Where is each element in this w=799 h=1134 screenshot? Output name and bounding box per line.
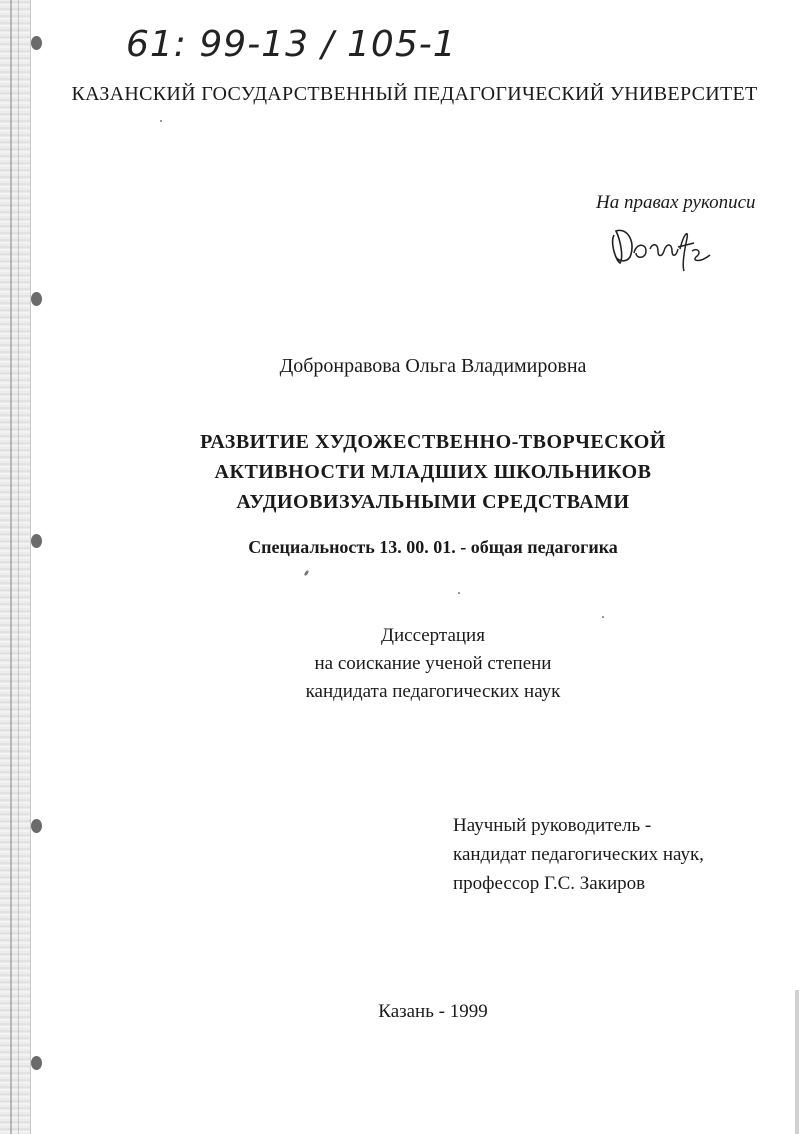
scan-speck <box>304 570 310 577</box>
scan-speck <box>602 616 604 618</box>
specialty: Специальность 13. 00. 01. - общая педагогика <box>248 537 618 557</box>
manuscript-note: На правах рукописи <box>596 192 756 213</box>
dissertation-line: Диссертация <box>381 625 485 646</box>
scan-speck <box>160 120 162 122</box>
title-line: РАЗВИТИЕ ХУДОЖЕСТВЕННО-ТВОРЧЕСКОЙ <box>200 431 666 453</box>
scientific-advisor <box>453 811 704 898</box>
signature-graphic <box>606 213 716 273</box>
punch-hole <box>31 1056 42 1070</box>
punch-hole <box>31 292 42 306</box>
advisor-line: профессор Г.С. Закиров <box>453 873 646 894</box>
title-line: АКТИВНОСТИ МЛАДШИХ ШКОЛЬНИКОВ <box>214 461 652 483</box>
scan-speck <box>458 592 460 594</box>
punch-hole <box>31 36 42 50</box>
catalog-number-text: 61: 99-13 / 105-1 <box>126 24 457 65</box>
author-name: Добронравова Ольга Владимировна <box>279 355 587 377</box>
advisor-line: Научный руководитель - <box>453 815 652 836</box>
punch-hole <box>31 819 42 833</box>
advisor-line: кандидат педагогических наук, <box>453 844 704 865</box>
binding-line <box>10 0 12 1134</box>
dissertation-line: кандидата педагогических наук <box>305 681 561 702</box>
binding-line <box>18 0 19 1134</box>
scan-binding-edge <box>0 0 31 1134</box>
dissertation-title <box>30 427 799 517</box>
dissertation-description <box>30 622 799 706</box>
title-line: АУДИОВИЗУАЛЬНЫМИ СРЕДСТВАМИ <box>236 491 630 513</box>
handwritten-catalog-number <box>126 18 457 76</box>
city-year: Казань - 1999 <box>378 1001 488 1022</box>
dissertation-line: на соискание ученой степени <box>314 653 552 674</box>
university-name: КАЗАНСКИЙ ГОСУДАРСТВЕННЫЙ ПЕДАГОГИЧЕСКИЙ УНИВЕРСИТЕТ <box>71 83 758 105</box>
